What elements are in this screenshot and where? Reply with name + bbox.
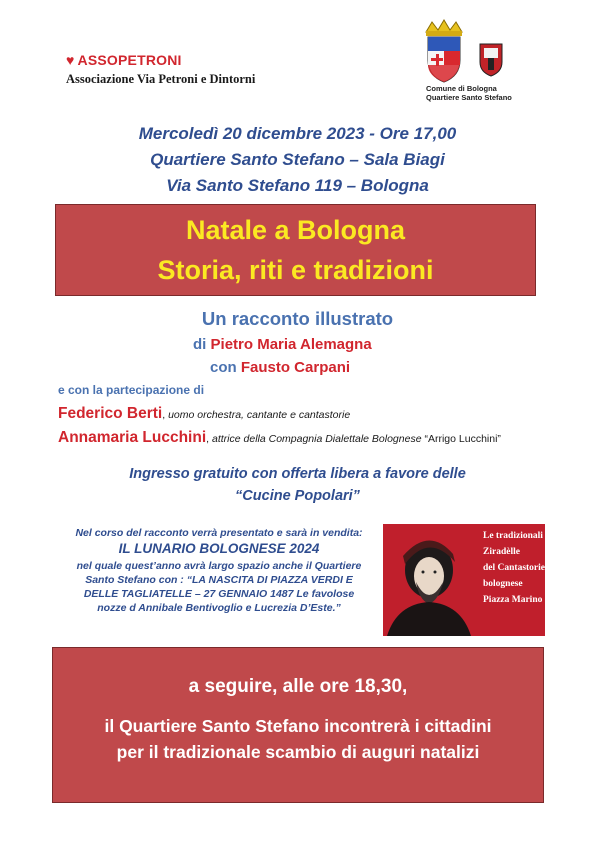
author-name: Pietro Maria Alemagna — [210, 336, 372, 353]
lunario-body-4: nozze d Annibale Bentivoglio e Lucrezia D’Este.” — [97, 602, 341, 614]
lunario-title: IL LUNARIO BOLOGNESE 2024 — [118, 541, 320, 556]
co-author-line — [210, 359, 350, 376]
closing-box — [52, 647, 544, 803]
comune-label — [426, 84, 512, 102]
book-title-5: Piazza Marino — [483, 595, 543, 605]
lunario-intro: Nel corso del racconto verrà presentato e sarà in vendita: — [75, 527, 363, 539]
author-prefix: di — [193, 336, 207, 353]
event-address: Via Santo Stefano 119 – Bologna — [166, 176, 429, 195]
author-line — [193, 336, 372, 353]
comune-line1: Comune di Bologna — [426, 84, 497, 93]
ingresso-line1: Ingresso gratuito con offerta libera a favore delle — [129, 466, 466, 482]
title-line2: Storia, riti e tradizioni — [157, 255, 434, 285]
co-author-prefix: con — [210, 359, 237, 376]
closing-line3: per il tradizionale scambio di auguri natalizi — [116, 742, 480, 762]
guest-name-1: Federico Berti — [58, 405, 163, 422]
comune-line2: Quartiere Santo Stefano — [426, 93, 512, 102]
book-cover-image — [383, 524, 545, 636]
title-box — [55, 204, 536, 296]
org-subtitle: Associazione Via Petroni e Dintorni — [66, 72, 256, 86]
heart-icon: ♥ — [66, 52, 75, 68]
guest-desc-1: uomo orchestra, cantante e cantastorie — [168, 409, 351, 421]
org-name-text: ASSOPETRONI — [77, 52, 182, 68]
book-title-4: bolognese — [483, 579, 523, 589]
closing-line2: il Quartiere Santo Stefano incontrerà i cittadini — [104, 716, 492, 736]
book-title-2: Ziradèlle — [483, 547, 520, 557]
ingresso-line2: “Cucine Popolari” — [235, 488, 360, 504]
racconto-label: Un racconto illustrato — [201, 308, 394, 329]
org-name — [66, 52, 182, 68]
partecipazione-label: e con la partecipazione di — [58, 383, 205, 397]
title-line1: Natale a Bologna — [185, 215, 406, 245]
event-venue: Quartiere Santo Stefano – Sala Biagi — [150, 150, 445, 169]
guest-desc-2-company: “Arrigo Lucchini” — [424, 433, 501, 445]
book-title-3: del Cantastorie — [483, 563, 545, 573]
lunario-body-1: nel quale quest’anno avrà largo spazio anche il Quartiere — [76, 560, 362, 572]
event-date-time: Mercoledì 20 dicembre 2023 - Ore 17,00 — [138, 124, 457, 143]
co-author-name: Fausto Carpani — [240, 359, 351, 376]
guest-name-2: Annamaria Lucchini — [58, 429, 207, 446]
guest-line-2: Annamaria Lucchini, attrice della Compagnia Dialettale Bolognese “Arrigo Lucchini” — [58, 429, 501, 446]
closing-line1: a seguire, alle ore 18,30, — [188, 676, 408, 697]
lunario-body-3: DELLE TAGLIATELLE – 27 GENNAIO 1487 Le favolose — [83, 588, 355, 600]
coat-of-arms-icon — [418, 18, 542, 88]
lunario-body-2: Santo Stefano con : “LA NASCITA DI PIAZZA VERDI E — [85, 574, 353, 586]
book-title-1: Le tradizionali — [483, 531, 543, 541]
guest-desc-2: attrice della Compagnia Dialettale Bolognese — [212, 433, 422, 445]
guest-line-1: Federico Berti, uomo orchestra, cantante e cantastorie — [58, 405, 351, 422]
